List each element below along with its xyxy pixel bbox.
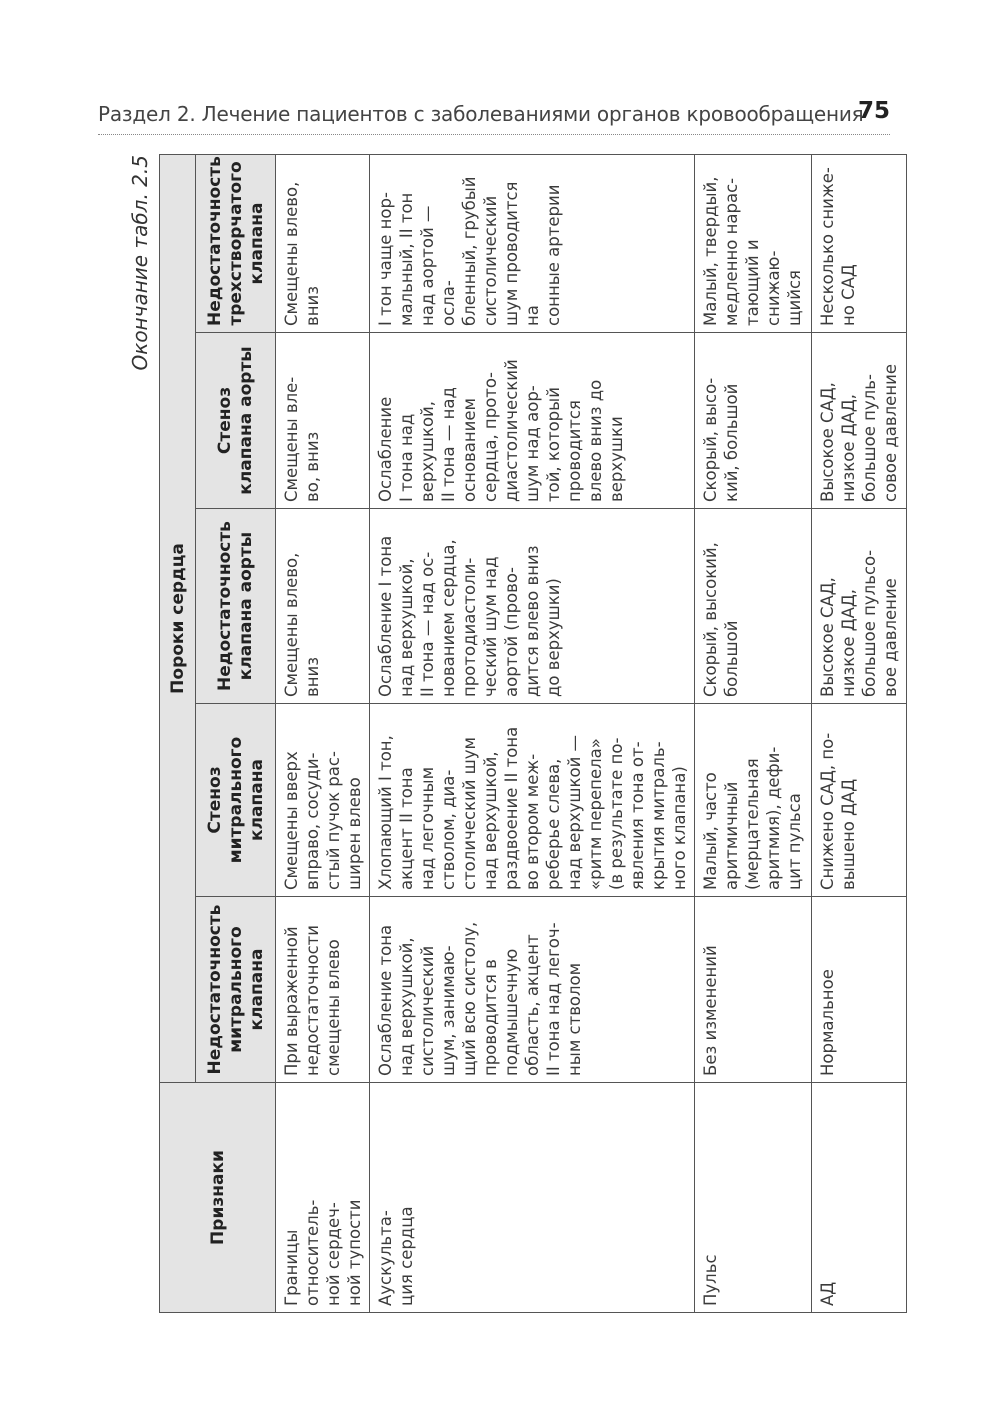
table-cell: Нормальное [812,897,907,1083]
table-cell: При выраженной недостаточности смещены влево [276,897,370,1083]
heart-defects-table [159,154,907,1313]
running-header [98,98,890,132]
table-row [276,154,370,1312]
header-mitral-stenosis: Стеноз митрального клапана [196,704,276,897]
table-row [695,154,812,1312]
table-cell: Снижено САД, по- вышено ДАД [812,704,907,897]
table-cell: Ослабление I тона над верхушкой, II тона — над основанием сердца, прото- диастолический шум над аор- той, который проводится влево вниз до верхушки [370,333,695,509]
header-tricuspid-insufficiency: Недостаточность трехстворчатого клапана [196,154,276,332]
table-cell: Несколько сниже- но САД [812,154,907,332]
table-cell: Смещены влево, вниз [276,154,370,332]
table-header-row-group [160,154,196,1312]
table-cell: Скорый, высокий, большой [695,509,812,704]
header-heart-defects: Пороки сердца [160,154,196,1082]
table-cell: Малый, часто аритмичный (мерцательная аритмия), дефи- цит пульса [695,704,812,897]
header-divider [98,134,890,135]
row-label: Границы относитель- ной сердеч- ной тупости [276,1083,370,1313]
page-number: 75 [857,98,890,124]
table-cell: Скорый, высо- кий, большой [695,333,812,509]
header-aortic-insufficiency: Недостаточность клапана аорты [196,509,276,704]
row-label: Пульс [695,1083,812,1313]
rotated-content [126,155,900,1313]
table-cell: Смещены вверх вправо, сосуди- стый пучок рас- ширен влево [276,704,370,897]
table-cell: I тон чаще нор- мальный, II тон над аортой — осла- бленный, грубый систолический шум проводится на сонные артерии [370,154,695,332]
header-signs: Признаки [160,1083,276,1313]
table-cell: Высокое САД, низкое ДАД, большое пульсо- вое давление [812,509,907,704]
table-cell: Малый, твердый, медленно нарас- тающий и снижаю- щийся [695,154,812,332]
rotated-table-area [126,155,900,1313]
row-label: Аускульта- ция сердца [370,1083,695,1313]
table-cell: Хлопающий I тон, акцент II тона над легочным стволом, диа- столический шум над верхушкой, раздвоение II тона во втором меж- реберье слева, над верхушкой — «ритм перепела» (в результате по- явления тона от- крытия митраль- ного клапана) [370,704,695,897]
table-cell: Высокое САД, низкое ДАД, большое пуль- совое давление [812,333,907,509]
table-caption: Окончание табл. 2.5 [128,155,152,371]
header-aortic-stenosis: Стеноз клапана аорты [196,333,276,509]
table-cell: Без изменений [695,897,812,1083]
table-row [812,154,907,1312]
table-cell: Смещены влево, вниз [276,509,370,704]
section-title: Раздел 2. Лечение пациентов с заболеваниями органов кровообращения [98,102,864,126]
table-cell: Ослабление I тона над верхушкой, II тона — над ос- нованием сердца, протодиастоли- ческий шум над аортой (прово- дится влево вниз до верхушки) [370,509,695,704]
row-label: АД [812,1083,907,1313]
header-mitral-insufficiency: Недостаточность митрального клапана [196,897,276,1083]
table-cell: Смещены вле- во, вниз [276,333,370,509]
table-row [370,154,695,1312]
table-cell: Ослабление тона над верхушкой, систолический шум, занимаю- щий всю систолу, проводится в подмышечную область, акцент II тона над легоч- ным стволом [370,897,695,1083]
